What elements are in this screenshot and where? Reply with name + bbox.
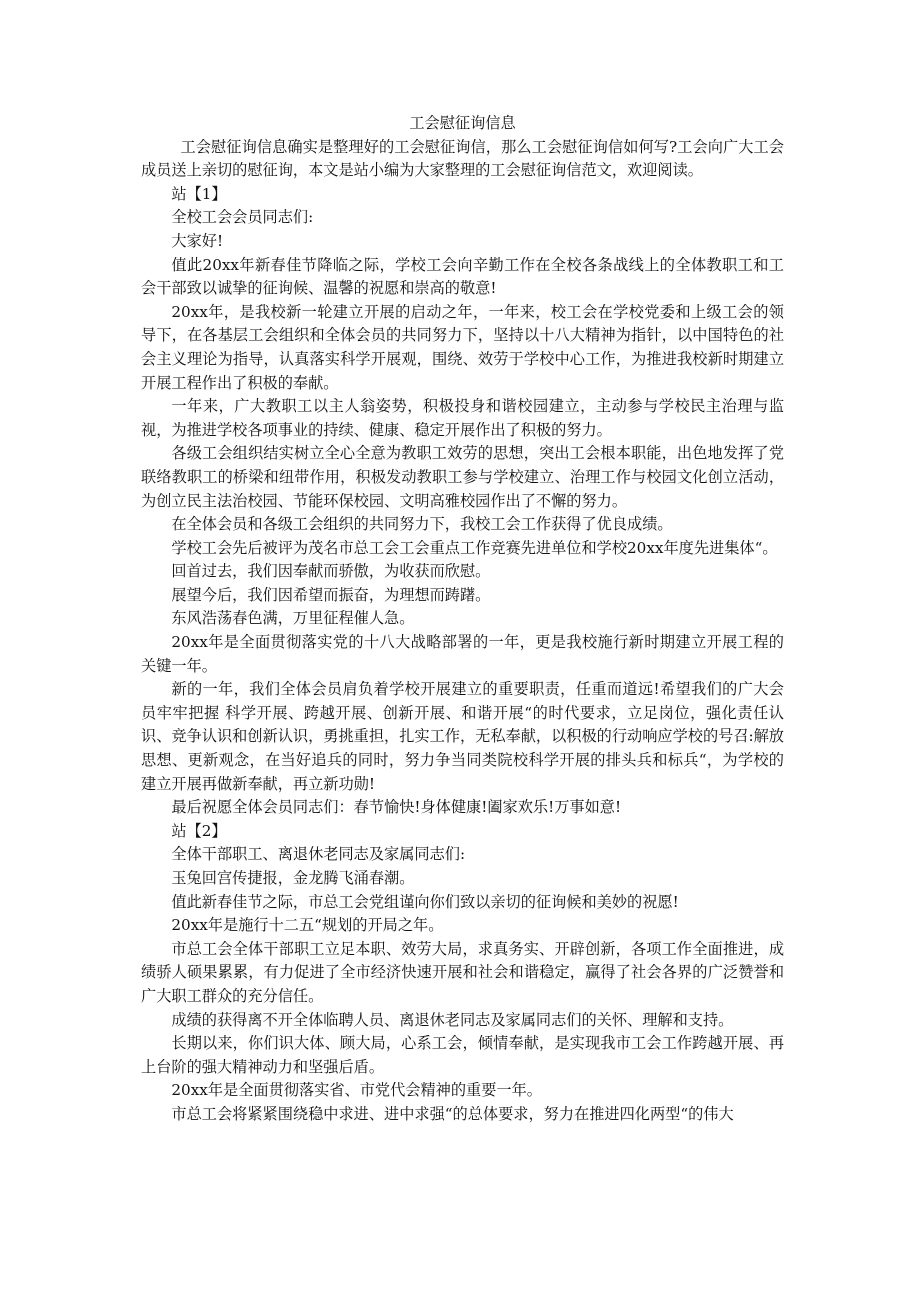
paragraph: 工会慰征询信息确实是整理好的工会慰征询信，那么工会慰征询信如何写?工会向广大工会成员送上亲切的慰征询，本文是站小编为大家整理的工会慰征询信范文，欢迎阅读。: [141, 137, 784, 180]
paragraph: 东风浩荡春色满，万里征程催人急。: [171, 609, 415, 628]
paragraph: 值此20xx年新春佳节降临之际，学校工会向辛勤工作在全校各条战线上的全体教职工和工会干部致以诚挚的征询候、温馨的祝愿和崇高的敬意!: [141, 255, 784, 298]
paragraph: 一年来，广大教职工以主人翁姿势，积极投身和谐校园建立，主动参与学校民主治理与监视，为推进学校各项事业的持续、健康、稳定开展作出了积极的努力。: [141, 397, 784, 439]
paragraph: 学校工会先后被评为茂名市总工会工会重点工作竞赛先进单位和学校20xx年度先进集体“。: [171, 538, 778, 557]
salutation: 全校工会会员同志们:: [171, 208, 314, 227]
salutation: 全体干部职工、离退休老同志及家属同志们:: [171, 845, 466, 864]
paragraph: 20xx年是施行十二五“规划的开局之年。: [171, 916, 444, 935]
paragraph: 市总工会全体干部职工立足本职、效劳大局，求真务实、开辟创新，各项工作全面推进，成绩骄人硕果累累，有力促进了全市经济快速开展和社会和谐稳定，赢得了社会各界的广泛赞誉和广大职工群众的充分信任。: [141, 939, 784, 1005]
paragraph: 成绩的获得离不开全体临聘人员、离退休老同志及家属同志们的关怀、理解和支持。: [171, 1010, 734, 1029]
paragraph: 展望今后，我们因希望而振奋，为理想而踌躇。: [171, 585, 491, 604]
paragraph: 20xx年是全面贯彻落实党的十八大战略部署的一年，更是我校施行新时期建立开展工程的关键一年。: [141, 633, 784, 675]
paragraph: 在全体会员和各级工会组织的共同努力下，我校工会工作获得了优良成绩。: [171, 515, 673, 534]
paragraph: 20xx年，是我校新一轮建立开展的启动之年，一年来，校工会在学校党委和上级工会的领导下，在各基层工会组织和全体会员的共同努力下，坚持以十八大精神为指针，以中国特色的社会主义理论为指导，认真落实科学开展观，围绕、效劳于学校中心工作，为推进我校新时期建立开展工程作出了积极的奉献。: [141, 302, 784, 392]
section-heading: 站【2】: [171, 821, 227, 840]
paragraph: 玉兔回宫传捷报，金龙腾飞涌春潮。: [171, 869, 415, 887]
greeting: 大家好!: [171, 231, 224, 250]
document-body: [141, 136, 784, 1127]
paragraph: 20xx年是全面贯彻落实省、市党代会精神的重要一年。: [171, 1081, 542, 1100]
paragraph: 新的一年，我们全体会员肩负着学校开展建立的重要职责，任重而道远!希望我们的广大会员牢牢把握 科学开展、跨越开展、创新开展、和谐开展“的时代要求，立足岗位，强化责任认识、竞争认识和创新认识，勇挑重担，扎实工作，无私奉献，以积极的行动响应学校的号召:解放思想、更新观念，在当好追兵的同时，努力争当同类院校科学开展的排头兵和标兵“，为学校的建立开展再做新奉献，再立新功勋!: [141, 680, 784, 793]
paragraph: 市总工会将紧紧围绕稳中求进、进中求强“的总体要求，努力在推进四化两型“的伟大: [171, 1104, 734, 1123]
paragraph: 各级工会组织结实树立全心全意为教职工效劳的思想，突出工会根本职能，出色地发挥了党联络教职工的桥梁和纽带作用，积极发动教职工参与学校建立、治理工作与校园文化创立活动，为创立民主法治校园、节能环保校园、文明高雅校园作出了不懈的努力。: [141, 444, 784, 510]
paragraph: 值此新春佳节之际，市总工会党组谨向你们致以亲切的征询候和美妙的祝愿!: [171, 892, 679, 911]
paragraph: 回首过去，我们因奉献而骄傲，为收获而欣慰。: [171, 562, 491, 581]
document-title: 工会慰征询信息: [409, 114, 516, 132]
paragraph: 长期以来，你们识大体、顾大局，心系工会，倾情奉献，是实现我市工会工作跨越开展、再上台阶的强大精神动力和坚强后盾。: [141, 1034, 784, 1076]
paragraph: 最后祝愿全体会员同志们：春节愉快!身体健康!阖家欢乐!万事如意!: [171, 798, 622, 817]
document-page: [141, 112, 784, 1127]
section-heading: 站【1】: [171, 184, 227, 203]
